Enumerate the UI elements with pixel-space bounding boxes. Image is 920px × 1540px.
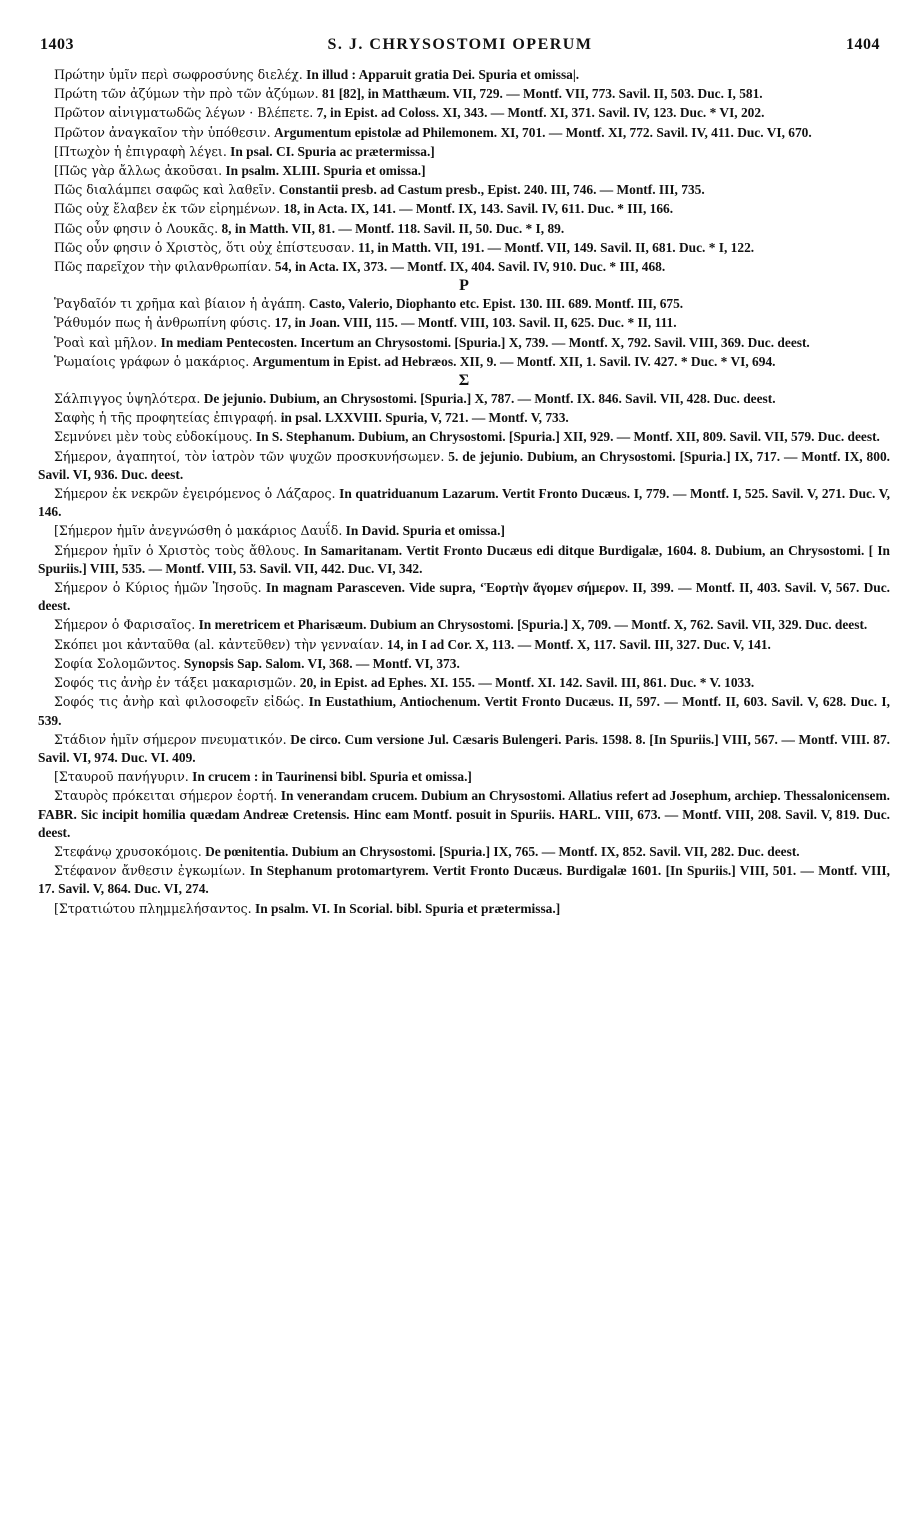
index-entry [38, 655, 890, 673]
index-entry [38, 768, 890, 786]
latin-reference: in psal. LXXVIII. Spuria, V, 721. — Montf. V, 733. [277, 410, 569, 426]
index-entry [38, 258, 890, 276]
greek-incipit: Σάλπιγγος ὑψηλότερα. [54, 391, 201, 407]
greek-incipit: Ῥοαὶ καὶ μῆλον. [54, 334, 158, 350]
index-entry [38, 542, 890, 578]
greek-incipit: Πρώτην ὑμῖν περὶ σωφροσύνης διελέχ. [54, 67, 303, 82]
index-entry [38, 143, 890, 161]
index-entry [38, 674, 890, 692]
latin-reference: Argumentum epistolæ ad Philemonem. XI, 701. — Montf. XI, 772. Savil. IV, 411. Duc. VI, 670. [270, 124, 812, 140]
greek-incipit: Σήμερον ὁ Φαρισαῖος. [54, 617, 196, 633]
index-entry [38, 843, 890, 861]
latin-reference: De circo. Cum versione Jul. Cæsaris Bulengeri. Paris. 1598. 8. [In Spuriis.] VIII, 567. — Montf. VIII. 87. Savil. VI, 974. Duc. VI. 409. [38, 731, 890, 765]
latin-reference: 81 [82], in Matthæum. VII, 729. — Montf. VII, 773. Savil. II, 503. Duc. I, 581. [318, 86, 763, 102]
page-number-right: 1404 [846, 36, 880, 53]
latin-reference: In S. Stephanum. Dubium, an Chrysostomi. [Spuria.] XII, 929. — Montf. XII, 809. Savil. VII, 579. Duc. deest. [252, 429, 880, 445]
latin-reference: Synopsis Sap. Salom. VI, 368. — Montf. VI, 373. [180, 655, 460, 671]
latin-reference: 14, in I ad Cor. X, 113. — Montf. X, 117. Savil. III, 327. Duc. V, 141. [383, 636, 771, 652]
greek-incipit: [Πῶς γὰρ ἄλλως ἀκοῦσαι. [54, 163, 223, 179]
latin-reference: In Stephanum protomartyrem. Vertit Fronto Ducæus. Burdigalæ 1601. [In Spuriis.] VIII, 501. — Montf. VIII, 17. Savil. V, 864. Duc. VI, 274. [38, 863, 890, 897]
latin-reference: De jejunio. Dubium, an Chrysostomi. [Spuria.] X, 787. — Montf. IX. 846. Savil. VII, 428. Duc. deest. [200, 391, 776, 407]
latin-reference: In meretricem et Pharisæum. Dubium an Chrysostomi. [Spuria.] X, 709. — Montf. X, 762. Savil. VII, 329. Duc. deest. [195, 617, 868, 633]
index-entry [38, 616, 890, 634]
index-entry [38, 522, 890, 540]
index-entry [38, 579, 890, 615]
greek-incipit: Ῥαγδαῖόν τι χρῆμα καὶ βίαιον ἡ ἀγάπη. [54, 296, 306, 312]
greek-incipit: Σοφός τις ἀνὴρ ἐν τάξει μακαρισμῶν. [54, 675, 297, 691]
index-entry [38, 636, 890, 654]
latin-reference: 11, in Matth. VII, 191. — Montf. VII, 149. Savil. II, 681. Duc. * I, 122. [354, 239, 755, 255]
latin-reference: Constantii presb. ad Castum presb., Epist. 240. III, 746. — Montf. III, 735. [275, 182, 705, 198]
greek-incipit: Σοφός τις ἀνὴρ καὶ φιλοσοφεῖν εἰδώς. [54, 694, 305, 710]
greek-incipit: [Στρατιώτου πλημμελήσαντος. [54, 900, 252, 916]
greek-incipit: Πῶς οὖν φησιν ὁ Χριστὸς, ὅτι οὐχ ἐπίστευσαν. [54, 239, 355, 255]
index-entry [38, 900, 890, 918]
latin-reference: In psalm. VI. In Scorial. bibl. Spuria et prætermissa.] [251, 900, 561, 916]
greek-incipit: Στεφάνῳ χρυσοκόμοις. [54, 843, 202, 859]
greek-incipit: [Σήμερον ἡμῖν ἀνεγνώσθη ὁ μακάριος Δαυΐδ. [54, 523, 343, 539]
index-entry [38, 731, 890, 767]
latin-reference: In Eustathium, Antiochenum. Vertit Fronto Ducæus. II, 597. — Montf. II, 603. Savil. V, 628. Duc. I, 539. [38, 694, 890, 728]
greek-incipit: Πῶς παρεῖχον τὴν φιλανθρωπίαν. [54, 259, 272, 275]
greek-incipit: Πρῶτον ἀναγκαῖον τὴν ὑπόθεσιν. [54, 124, 271, 140]
index-entry [38, 104, 890, 122]
latin-reference: In magnam Parasceven. Vide supra, ‘Ἑορτὴν ἄγομεν σήμερον. II, 399. — Montf. II, 403. Savil. V, 567. Duc. deest. [38, 580, 890, 614]
index-entry [38, 239, 890, 257]
greek-incipit: Ῥάθυμόν πως ἡ ἀνθρωπίνη φύσις. [54, 315, 272, 331]
index-entry [38, 787, 890, 842]
greek-incipit: Σκόπει μοι κἀνταῦθα (al. κἀντεῦθεν) τὴν γενναίαν. [54, 636, 384, 652]
running-header [40, 36, 880, 60]
latin-reference: In illud : Apparuit gratia Dei. Spuria et omissa|. [302, 67, 580, 82]
index-entry [38, 66, 890, 84]
index-entry [38, 220, 890, 238]
latin-reference: 18, in Acta. IX, 141. — Montf. IX, 143. Savil. IV, 611. Duc. * III, 166. [280, 201, 674, 217]
greek-incipit: Πῶς διαλάμπει σαφῶς καὶ λαθεῖν. [54, 182, 276, 198]
latin-reference: In Samaritanam. Vertit Fronto Ducæus edi ditque Burdigalæ, 1604. 8. Dubium, an Chrysostomi. [ In Spuriis.] VIII, 535. — Montf. VIII, 53. Savil. VII, 442. Duc. VI, 342. [38, 542, 890, 576]
latin-reference: 17, in Joan. VIII, 115. — Montf. VIII, 103. Savil. II, 625. Duc. * II, 111. [271, 315, 677, 331]
index-entry [38, 390, 890, 408]
greek-incipit: Σήμερον ἡμῖν ὁ Χριστὸς τοὺς ἄθλους. [54, 542, 300, 558]
index-entry [38, 428, 890, 446]
greek-incipit: Στάδιον ἡμῖν σήμερον πνευματικόν. [54, 731, 287, 747]
page-number-left: 1403 [40, 36, 74, 53]
latin-reference: In crucem : in Taurinensi bibl. Spuria et omissa.] [188, 769, 472, 785]
latin-reference: Casto, Valerio, Diophanto etc. Epist. 130. III. 689. Montf. III, 675. [305, 296, 684, 312]
greek-incipit: Σαφὴς ἡ τῆς προφητείας ἐπιγραφή. [54, 410, 278, 426]
index-entry [38, 409, 890, 427]
index-entry [38, 448, 890, 484]
index-entry [38, 353, 890, 371]
latin-reference: In venerandam crucem. Dubium an Chrysostomi. Allatius refert ad Josephum, archiep. Thessalonicensem. FABR. Sic incipit homilia quædam Andreæ Cretensis. Hinc eam Montf. posuit in Spuriis. HARL. VIII, 673. — Montf. VIII, 208. Savil. V, 819. Duc. deest. [38, 788, 890, 840]
latin-reference: In quatriduanum Lazarum. Vertit Fronto Ducæus. I, 779. — Montf. I, 525. Savil. V, 271. Duc. V, 146. [38, 486, 890, 520]
index-entry [38, 862, 890, 898]
greek-incipit: Ῥωμαίοις γράφων ὁ μακάριος. [54, 353, 250, 369]
latin-reference: In psalm. XLIII. Spuria et omissa.] [222, 163, 426, 179]
greek-incipit: Πρώτη τῶν ἀζύμων τὴν πρὸ τῶν ἀζύμων. [54, 86, 319, 102]
index-entry [38, 314, 890, 332]
greek-incipit: Πρῶτον αἰνιγματωδῶς λέγων · Βλέπετε. [54, 105, 314, 121]
latin-reference: In psal. CI. Spuria ac prætermissa.] [226, 143, 435, 159]
latin-reference: De pœnitentia. Dubium an Chrysostomi. [Spuria.] IX, 765. — Montf. IX, 852. Savil. VII, 282. Duc. deest. [201, 843, 800, 859]
latin-reference: 8, in Matth. VII, 81. — Montf. 118. Savil. II, 50. Duc. * I, 89. [218, 220, 565, 236]
greek-incipit: Σήμερον ἐκ νεκρῶν ἐγειρόμενος ὁ Λάζαρος. [54, 486, 336, 502]
latin-reference: 7, in Epist. ad Coloss. XI, 343. — Montf. XI, 371. Savil. IV, 123. Duc. * VI, 202. [313, 105, 765, 121]
greek-incipit: Σοφία Σολομῶντος. [54, 655, 181, 671]
greek-incipit: [Σταυροῦ πανήγυριν. [54, 769, 189, 785]
index-entry [38, 295, 890, 313]
index-entries [38, 66, 890, 919]
index-entry [38, 200, 890, 218]
greek-incipit: [Πτωχὸν ἡ ἐπιγραφὴ λέγει. [54, 143, 227, 159]
greek-incipit: Πῶς οὐχ ἔλαβεν ἐκ τῶν εἰρημένων. [54, 201, 281, 217]
index-entry [38, 485, 890, 521]
greek-incipit: Σήμερον, ἀγαπητοί, τὸν ἰατρὸν τῶν ψυχῶν προσκυνήσωμεν. [54, 448, 445, 464]
latin-reference: 20, in Epist. ad Ephes. XI. 155. — Montf. XI. 142. Savil. III, 861. Duc. * V. 1033. [296, 675, 755, 691]
greek-incipit: Σταυρὸς πρόκειται σήμερον ἑορτή. [54, 788, 278, 804]
index-entry [38, 693, 890, 729]
latin-reference: In mediam Pentecosten. Incertum an Chrysostomi. [Spuria.] X, 739. — Montf. X, 792. Savil. VIII, 369. Duc. deest. [157, 334, 810, 350]
index-entry [38, 334, 890, 352]
latin-reference: 54, in Acta. IX, 373. — Montf. IX, 404. Savil. IV, 910. Duc. * III, 468. [271, 259, 666, 275]
index-entry [38, 162, 890, 180]
index-entry [38, 124, 890, 142]
index-entry [38, 85, 890, 103]
latin-reference: Argumentum in Epist. ad Hebræos. XII, 9. — Montf. XII, 1. Savil. IV. 427. * Duc. * VI, 694. [249, 353, 776, 369]
index-entry [38, 181, 890, 199]
greek-incipit: Σήμερον ὁ Κύριος ἡμῶν Ἰησοῦς. [54, 580, 262, 596]
latin-reference: In David. Spuria et omissa.] [342, 523, 505, 539]
section-letter: Σ [458, 372, 470, 390]
running-title: S. J. CHRYSOSTOMI OPERUM [327, 36, 593, 53]
section-letter: P [459, 277, 469, 295]
greek-incipit: Πῶς οὖν φησιν ὁ Λουκᾶς. [54, 220, 219, 236]
latin-reference: 5. de jejunio. Dubium, an Chrysostomi. [Spuria.] IX, 717. — Montf. IX, 800. Savil. VI, 936. Duc. deest. [38, 448, 890, 482]
greek-incipit: Σεμνύνει μὲν τοὺς εὐδοκίμους. [54, 429, 253, 445]
greek-incipit: Στέφανον ἄνθεσιν ἐγκωμίων. [54, 863, 246, 879]
